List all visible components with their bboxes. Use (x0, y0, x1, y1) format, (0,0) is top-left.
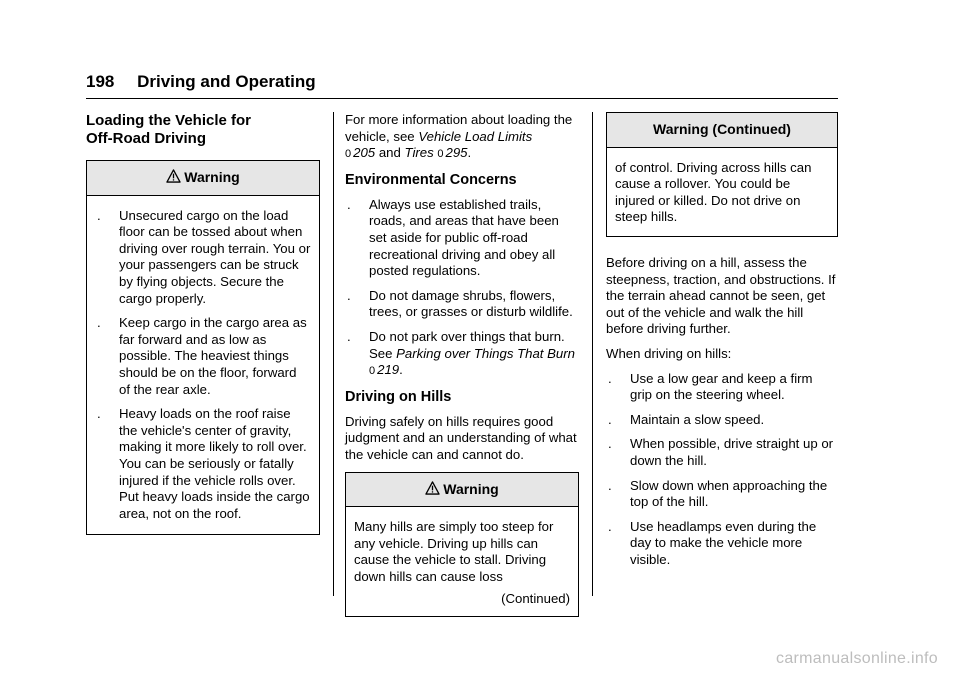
intro-paragraph: For more information about loading the vehicle, see Vehicle Load Limits 0 205 and Tires 0 295. (345, 112, 573, 161)
warning-box-cargo (86, 160, 320, 535)
warning-body (346, 507, 578, 616)
hills-list-intro: When driving on hills: (606, 345, 732, 361)
page-link-295[interactable]: 295 (445, 145, 468, 161)
column-1 (86, 112, 320, 545)
warning-box-hills (345, 472, 579, 618)
list-item: . Maintain a slow speed. (608, 411, 765, 427)
env-heading: Environmental Concerns (345, 171, 517, 188)
link-parking-over-things[interactable]: Parking over Things That Burn (396, 345, 575, 361)
list-item: . Use a low gear and keep a firm grip on the steering wheel. (608, 370, 813, 403)
list-item: . Heavy loads on the roof raise the vehicle's center of gravity, making it more likely to roll over. You can be seriously or fatally injured if the vehicle rolls over. Put heavy loads inside the cargo area, not on the roof. (97, 406, 310, 521)
list-item: . Unsecured cargo on the load floor can be tossed about when driving over rough terrain. You or your passengers can be struck by flying objects. Secure the cargo properly. (97, 207, 311, 306)
column-3 (606, 112, 838, 576)
warning-header (346, 473, 578, 508)
warning-triangle-icon (166, 169, 181, 183)
hills-paragraph: Driving safely on hills requires good judgment and an understanding of what the vehicle can and cannot do. (345, 413, 577, 462)
hills-heading: Driving on Hills (345, 388, 452, 405)
page-header (86, 72, 316, 92)
warning-header (87, 161, 319, 196)
page-ref-icon: 0 (345, 148, 352, 161)
loading-heading: Loading the Vehicle for Off-Road Driving (86, 112, 252, 147)
continued-label: (Continued) (501, 591, 570, 607)
warning-header: Warning (Continued) (607, 113, 837, 148)
warning-text: Many hills are simply too steep for any vehicle. Driving up hills can cause the vehicle to stall. Driving down hills can cause loss (354, 519, 554, 584)
warning-title: Warning (184, 169, 240, 185)
page-ref-icon: 0 (437, 148, 444, 161)
list-item: . Keep cargo in the cargo area as far forward and as low as possible. The heaviest things should be on the floor, forward of the rear axle. (97, 315, 307, 397)
warning-body (607, 148, 837, 236)
column-divider-2 (592, 112, 593, 596)
list-item: . Always use established trails, roads, and areas that have been set aside for public off-road recreational driving and obey all posted regulations. (347, 196, 559, 279)
header-rule (86, 98, 838, 99)
list-item: . Do not damage shrubs, flowers, trees, or grasses or disturb wildlife. (347, 287, 573, 320)
list-item: . Use headlamps even during the day to make the vehicle more visible. (608, 518, 817, 567)
hill-assess-paragraph: Before driving on a hill, assess the steepness, traction, and obstructions. If the terrain ahead cannot be seen, get out of the vehicle and walk the hill before driving further. (606, 254, 836, 337)
column-divider-1 (333, 112, 334, 596)
link-vehicle-load-limits[interactable]: Vehicle Load Limits (418, 128, 533, 144)
warning-triangle-icon (425, 481, 440, 495)
warning-box-continued (606, 112, 838, 237)
page-ref-icon: 0 (369, 365, 376, 378)
watermark: carmanualsonline.info (776, 650, 938, 667)
page-number: 198 (86, 72, 115, 91)
warning-text: of control. Driving across hills can cause a rollover. You could be injured or killed. Do not drive on steep hills. (615, 159, 812, 225)
section-title: Driving and Operating (137, 72, 316, 91)
list-item: . Do not park over things that burn. See Parking over Things That Burn 0 219. (347, 328, 575, 378)
list-item: . When possible, drive straight up or down the hill. (608, 436, 834, 468)
page-link-219[interactable]: 219 (377, 362, 400, 378)
list-item: . Slow down when approaching the top of the hill. (608, 477, 828, 510)
warning-body (87, 196, 319, 535)
page-link-205[interactable]: 205 (353, 145, 376, 161)
link-tires[interactable]: Tires (404, 145, 434, 161)
column-2 (345, 112, 579, 627)
warning-title: Warning (443, 480, 499, 497)
